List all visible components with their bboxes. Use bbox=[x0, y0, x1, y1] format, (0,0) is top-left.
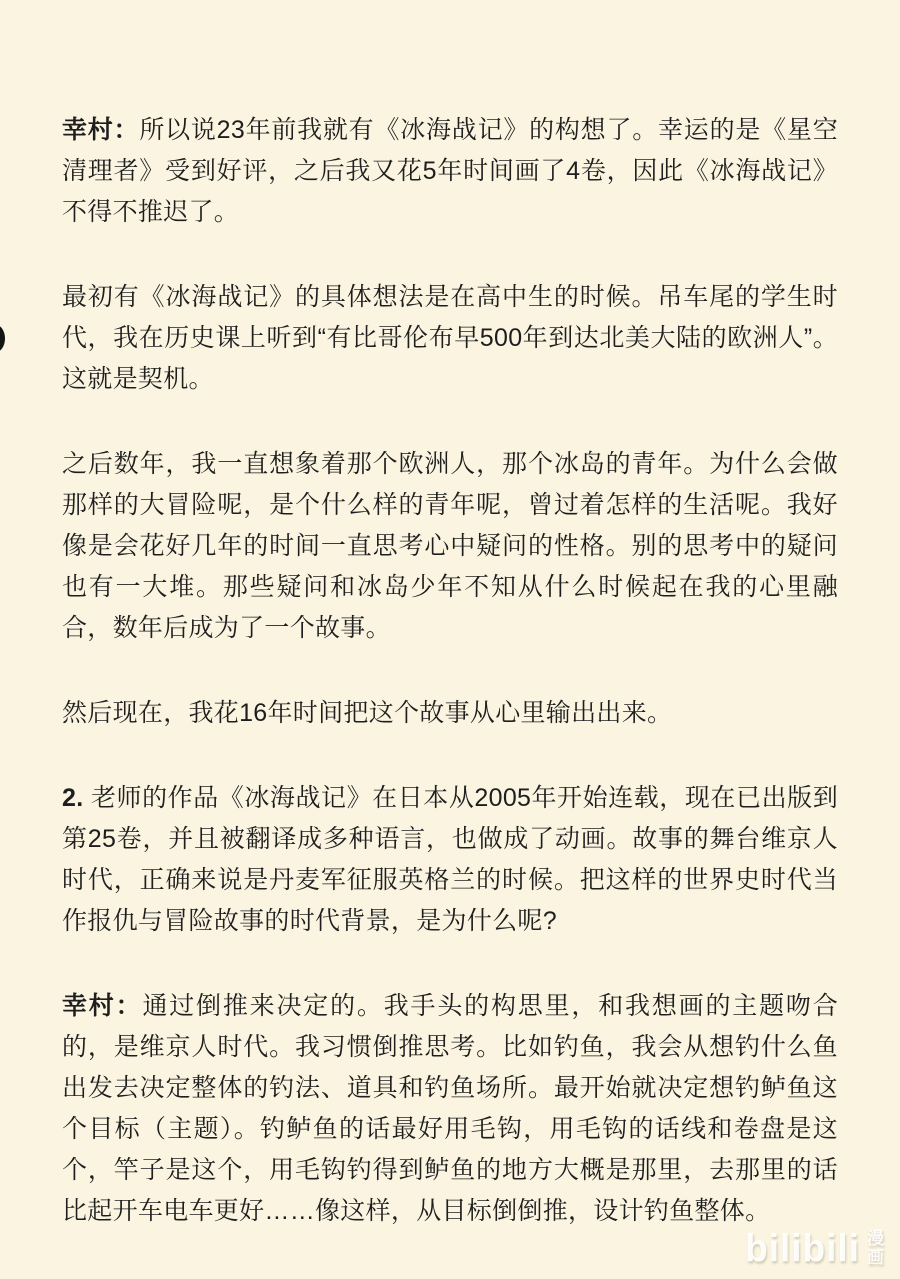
bilibili-logo: bilibili bbox=[745, 1226, 860, 1270]
speaker-label: 幸村： bbox=[62, 992, 143, 1020]
answer-paragraph-3 bbox=[62, 444, 838, 649]
paragraph-text: 所以说23年前我就有《冰海战记》的构想了。幸运的是《星空清理者》受到好评，之后我又花5年时间画了4卷，因此《冰海战记》不得不推迟了。 bbox=[62, 116, 838, 226]
manhua-label bbox=[867, 1229, 884, 1267]
interview-text-block bbox=[62, 110, 838, 1276]
paragraph-text: 然后现在，我花16年时间把这个故事从心里输出出来。 bbox=[62, 699, 673, 727]
manhua-char-bottom: 画 bbox=[867, 1248, 884, 1267]
answer-paragraph-5 bbox=[62, 986, 838, 1232]
paragraph-text: 通过倒推来决定的。我手头的构思里，和我想画的主题吻合的，是维京人时代。我习惯倒推思考。比如钓鱼，我会从想钓什么鱼出发去决定整体的钓法、道具和钓鱼场所。最开始就决定想钓鲈鱼这个目标（主题）。钓鲈鱼的话最好用毛钩，用毛钩的话线和卷盘是这个，竿子是这个，用毛钩钓得到鲈鱼的地方大概是那里，去那里的话比起开车电车更好……像这样，从目标倒倒推，设计钓鱼整体。 bbox=[62, 992, 838, 1225]
manhua-char-top: 漫 bbox=[867, 1229, 884, 1248]
left-edge-dot bbox=[0, 325, 5, 352]
bilibili-manga-watermark bbox=[745, 1226, 884, 1270]
answer-paragraph-1 bbox=[62, 110, 838, 233]
paragraph-text: 之后数年，我一直想象着那个欧洲人，那个冰岛的青年。为什么会做那样的大冒险呢，是个什么样的青年呢，曾过着怎样的生活呢。我好像是会花好几年的时间一直思考心中疑问的性格。别的思考中的疑问也有一大堆。那些疑问和冰岛少年不知从什么时候起在我的心里融合，数年后成为了一个故事。 bbox=[62, 450, 838, 642]
answer-paragraph-2 bbox=[62, 277, 838, 400]
answer-paragraph-4 bbox=[62, 693, 838, 734]
speaker-label: 幸村： bbox=[62, 116, 140, 144]
question-paragraph-2 bbox=[62, 778, 838, 942]
paragraph-text: 老师的作品《冰海战记》在日本从2005年开始连载，现在已出版到第25卷，并且被翻译成多种语言，也做成了动画。故事的舞台维京人时代，正确来说是丹麦军征服英格兰的时候。把这样的世界史时代当作报仇与冒险故事的时代背景，是为什么呢? bbox=[62, 784, 838, 935]
question-number: 2. bbox=[62, 784, 84, 812]
paragraph-text: 最初有《冰海战记》的具体想法是在高中生的时候。吊车尾的学生时代，我在历史课上听到“有比哥伦布早500年到达北美大陆的欧洲人”。这就是契机。 bbox=[62, 283, 838, 393]
